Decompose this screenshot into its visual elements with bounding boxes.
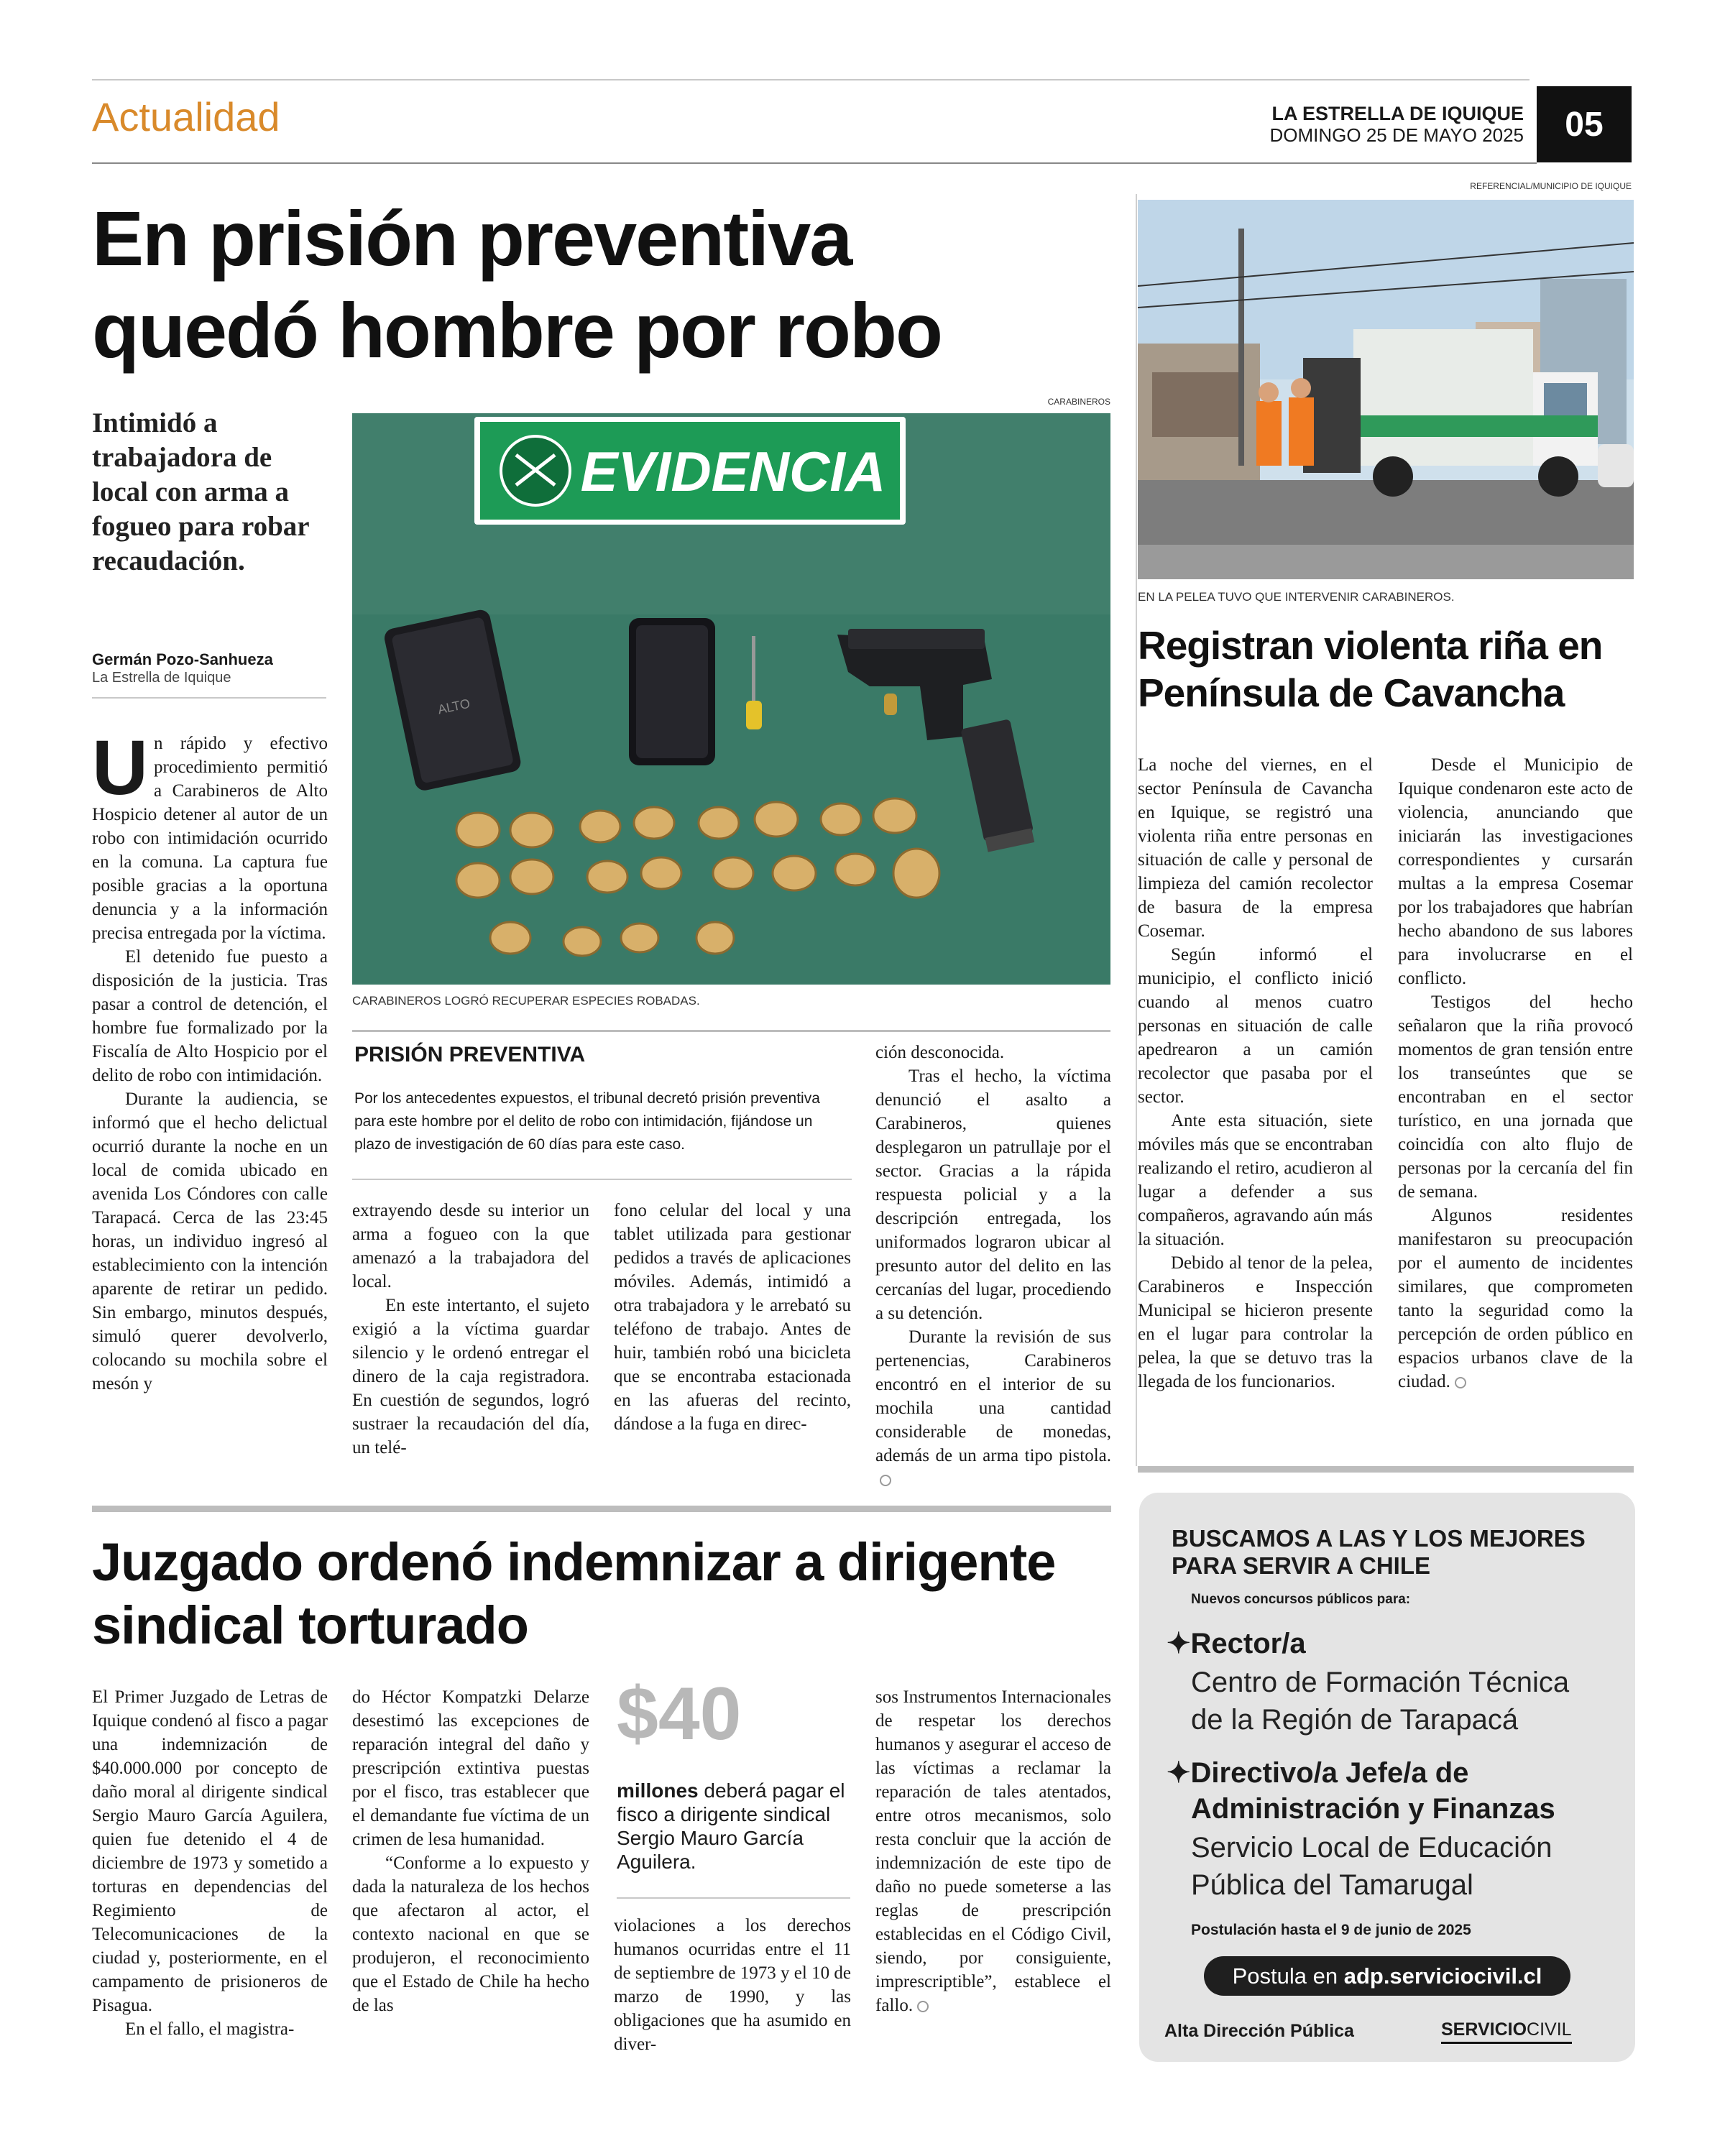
svg-text:ALTO: ALTO — [436, 696, 472, 717]
side-col2-p3: Algunos residentes manifestaron su preocupación por el aumento de incidentes similares, que comprometen tanto la seguridad como la percepción de orden público en espacios urbanos clave de la ciudad. — [1398, 1206, 1633, 1391]
logo-light: CIVIL — [1527, 2019, 1572, 2040]
apply-button-url: adp.serviciocivil.cl — [1343, 1963, 1542, 1989]
ad-title-line-1: BUSCAMOS A LAS Y LOS MEJORES — [1172, 1525, 1586, 1552]
byline-rule — [92, 697, 326, 699]
page-number: 05 — [1537, 86, 1632, 162]
ad-item-1-desc — [1191, 1664, 1569, 1738]
top-rule — [92, 79, 1530, 80]
side-col1-p3: Ante esta situación, siete móviles más que se encontraban realizando el retiro, acudieron al lugar a defender a sus compañeros, agravando aún más la situación. — [1138, 1111, 1373, 1249]
bottom-headline — [92, 1531, 1055, 1657]
ad-item-1-title-text: Rector/a — [1190, 1628, 1306, 1659]
highlight-number: $40 — [617, 1672, 742, 1756]
evidence-sign-text: EVIDENCIA — [580, 440, 886, 503]
bottom-col1-p1: El Primer Juzgado de Letras de Iquique condenó al fisco a pagar una indemnización de $40.000.000 por concepto de daño moral al dirigente sindical Sergio Mauro García Aguilera, quien fue detenido el 4 de diciembre de 1973 y sometido a torturas en dependencias del Regimiento de Telecomunicaciones de la ciudad y, posteriormente, en el campamento de prisioneros de Pisagua. — [92, 1687, 328, 2015]
side-col1-p2: Según informó el municipio, el conflicto inició cuando al menos cuatro personas en situación de calle apedrearon a un camión recolector que pasaba por el sector. — [1138, 945, 1373, 1107]
highlight-bold: millones — [617, 1779, 699, 1802]
main-col4-p2: Tras el hecho, la víctima denunció el asalto a Carabineros, quienes desplegaron un patrullaje por el sector. Gracias a la rápida respuesta policial y a la descripción entregada, los uniformados lograron ubicar al presunto autor del delito en las cercanías del lugar, procediendo a su detención. — [875, 1067, 1111, 1323]
caption-rule — [352, 1030, 1110, 1032]
info-box-text: Por los antecedentes expuestos, el tribunal decretó prisión preventiva para este hombre por el delito de robo con intimidación, fijándose un plazo de investigación de 60 días para este caso. — [354, 1090, 820, 1153]
garbage-truck-photo-art — [1138, 200, 1634, 579]
star-icon: ✦ — [1167, 1757, 1191, 1789]
main-story-column-2 — [352, 1199, 589, 1460]
header-rule — [92, 162, 1537, 164]
main-story-column-1 — [92, 724, 328, 1396]
side-story-column-2 — [1398, 753, 1633, 1393]
dropcap: U — [92, 724, 148, 811]
ad-item-1-line-1: Centro de Formación Técnica — [1191, 1667, 1570, 1698]
apply-button[interactable] — [1204, 1956, 1570, 1996]
bottom-story-column-1 — [92, 1685, 328, 2041]
side-col1-p4: Debido al tenor de la pelea, Carabineros e Inspección Municipal se hicieron presente en el lugar para controlar la pelea, la que se detuvo tras la llegada de los funcionarios. — [1138, 1253, 1373, 1391]
main-photo-credit: CARABINEROS — [1047, 397, 1110, 407]
author-org: La Estrella de Iquique — [92, 670, 231, 686]
apply-button-prefix: Postula en — [1232, 1963, 1344, 1989]
info-box-rule — [352, 1179, 852, 1180]
bottom-col3-p1: violaciones a los derechos humanos ocurridas entre el 11 de septiembre de 1973 y el 10 de marzo de 1990, y las obligaciones que ha asumido en diver- — [614, 1916, 851, 2054]
side-story-column-1 — [1138, 753, 1373, 1393]
end-of-story-icon — [917, 2001, 929, 2012]
side-col1-p1: La noche del viernes, en el sector Península de Cavancha en Iquique, se registró una violenta riña entre personas en situación de calle y personal de limpieza del camión recolector de basura de la empresa Cosemar. — [1138, 755, 1373, 941]
bottom-story-column-2 — [352, 1685, 589, 2017]
ad-title-line-2: PARA SERVIR A CHILE — [1172, 1552, 1430, 1579]
ad-item-2-title — [1167, 1755, 1555, 1827]
main-col4-p1: ción desconocida. — [875, 1043, 1005, 1062]
star-icon: ✦ — [1167, 1628, 1191, 1659]
main-col2-p2: En este intertanto, el sujeto exigió a la víctima guardar silencio y le ordenó entregar el dinero de la caja registradora. En cuestión de segundos, logró sustraer la recaudación del día, un telé- — [352, 1296, 589, 1457]
bottom-headline-line-2: sindical torturado — [92, 1595, 528, 1655]
main-story-column-3 — [614, 1199, 851, 1436]
section-label: Actualidad — [92, 94, 280, 139]
main-subhead: Intimidó a trabajadora de local con arma a fogueo para robar recaudación. — [92, 407, 309, 576]
side-photo-caption: EN LA PELEA TUVO QUE INTERVENIR CARABINEROS. — [1138, 590, 1455, 604]
bottom-col2-p2: “Conforme a lo expuesto y dada la naturaleza de los hechos que afectaron al actor, el contexto nacional en que se produjeron, el reconocimiento que el Estado de Chile ha hecho de las — [352, 1853, 589, 2015]
logo-bold: SERVICIO — [1441, 2019, 1527, 2040]
bottom-col2-p1: do Héctor Kompatzki Delarze desestimó las excepciones de reparación integral del daño y prescripción extintiva puestas por el fisco, tras establecer que el demandante fue víctima de un crimen de lesa humanidad. — [352, 1687, 589, 1849]
side-headline-line-2: Península de Cavancha — [1138, 671, 1565, 715]
bottom-story-column-4 — [875, 1685, 1111, 2017]
garbage-truck-photo — [1138, 200, 1634, 579]
main-col4-p3: Durante la revisión de sus pertenencias, Carabineros encontró en el interior de su mochila una cantidad considerable de monedas, además de un arma tipo pistola. — [875, 1327, 1111, 1465]
evidence-photo-art — [352, 413, 1110, 985]
main-headline — [92, 193, 942, 377]
bottom-headline-line-1: Juzgado ordenó indemnizar a dirigente — [92, 1532, 1056, 1592]
ad-item-1-title — [1167, 1626, 1306, 1662]
bottom-col1-p2: En el fallo, el magistra- — [125, 2019, 295, 2039]
side-divider — [1136, 194, 1137, 1466]
ad-title — [1172, 1525, 1586, 1580]
end-of-story-icon — [880, 1475, 891, 1486]
main-col1-p1: n rápido y efectivo procedimiento permitió a Carabineros de Alto Hospicio detener al autor de un robo con intimidación ocurrido en la comuna. La captura fue posible gracias a la oportuna denuncia y a la información precisa entregada por la víctima. — [92, 734, 328, 943]
highlight-body: deberá pagar el fisco a dirigente sindical Sergio Mauro García Aguilera. — [617, 1779, 845, 1873]
ad-item-2-line-1: Servicio Local de Educación — [1191, 1832, 1552, 1864]
highlight-text — [617, 1779, 847, 1874]
job-ad — [1139, 1493, 1635, 2062]
bottom-col4-p1: sos Instrumentos Internacionales de respetar los derechos humanos y asegurar el acceso de las víctimas a reclamar la reparación de tales atentados, entre otros mecanismos, solo resta concluir que la acción de indemnización de este tipo de daño no puede someterse a las reglas de prescripción establecidas en el Código Civil, siendo, por consiguiente, imprescriptible”, establece el fallo. — [875, 1687, 1111, 2015]
side-headline — [1138, 622, 1602, 717]
servicio-civil-logo — [1441, 2019, 1572, 2044]
highlight-rule — [617, 1897, 850, 1899]
main-col1-p3: Durante la audiencia, se informó que el hecho delictual ocurrió durante la noche en un local de comida ubicado en avenida Los Cóndores con calle Tarapacá. Cerca de las 23:45 horas, un individuo ingresó al establecimiento con la intención aparente de retirar un pedido. Sin embargo, minutos después, simuló querer devolverlo, colocando su mochila sobre el mesón y — [92, 1089, 328, 1393]
main-story-column-4 — [875, 1041, 1111, 1491]
end-of-story-icon — [1455, 1377, 1466, 1388]
ad-item-2-line-2: Pública del Tamarugal — [1191, 1869, 1473, 1901]
main-col2-p1: extrayendo desde su interior un arma a fogueo con la que amenazó a la trabajadora del local. — [352, 1201, 589, 1291]
main-col1-p2: El detenido fue puesto a disposición de la justicia. Tras pasar a control de detención, el hombre fue formalizado por la Fiscalía de Alto Hospicio por el delito de robo con intimidación. — [92, 947, 328, 1085]
ad-item-2-desc — [1191, 1829, 1552, 1904]
info-box-title: PRISIÓN PREVENTIVA — [354, 1043, 586, 1067]
main-photo-caption: CARABINEROS LOGRÓ RECUPERAR ESPECIES ROBADAS. — [352, 994, 700, 1008]
side-separator — [1138, 1466, 1634, 1473]
main-headline-line-1: En prisión preventiva — [92, 195, 852, 282]
ad-subtitle: Nuevos concursos públicos para: — [1191, 1592, 1411, 1607]
bottom-story-column-3 — [614, 1914, 851, 2056]
side-col2-p1: Desde el Municipio de Iquique condenaron este acto de violencia, anunciando que iniciarán las investigaciones correspondientes y cursarán multas a la empresa Cosemar por los trabajadores que habrían hecho abandono de sus labores para involucrarse en el conflicto. — [1398, 755, 1633, 988]
section-separator — [92, 1506, 1111, 1512]
evidence-photo — [352, 413, 1110, 985]
side-col2-p2: Testigos del hecho señalaron que la riña provocó momentos de gran tensión entre los transeúntes que se encontraban en el sector turístico, en una jornada que coincidía con alto flujo de personas por la cercanía del fin de semana. — [1398, 992, 1633, 1202]
main-headline-line-2: quedó hombre por robo — [92, 287, 942, 374]
newspaper-name: LA ESTRELLA DE IQUIQUE — [1271, 103, 1524, 124]
ad-deadline: Postulación hasta el 9 de junio de 2025 — [1191, 1922, 1471, 1938]
ad-footer-left: Alta Dirección Pública — [1164, 2021, 1354, 2041]
ad-item-1-line-2: de la Región de Tarapacá — [1191, 1704, 1519, 1736]
side-photo-credit: REFERENCIAL/MUNICIPIO DE IQUIQUE — [1470, 181, 1632, 191]
issue-date: DOMINGO 25 DE MAYO 2025 — [1269, 124, 1524, 146]
side-headline-line-1: Registran violenta riña en — [1138, 623, 1603, 668]
author-name: Germán Pozo-Sanhueza — [92, 650, 273, 668]
ad-item-2-title-line-2: Administración y Finanzas — [1191, 1793, 1555, 1825]
main-col3-p1: fono celular del local y una tablet utilizada para gestionar pedidos a través de aplicaciones móviles. Además, intimidó a otra trabajadora y le arrebató su teléfono de trabajo. Antes de huir, también robó una bicicleta que se encontraba estacionada en las afueras del recinto, dándose a la fuga en direc- — [614, 1201, 851, 1434]
ad-item-2-title-line-1: Directivo/a Jefe/a de — [1190, 1757, 1469, 1789]
